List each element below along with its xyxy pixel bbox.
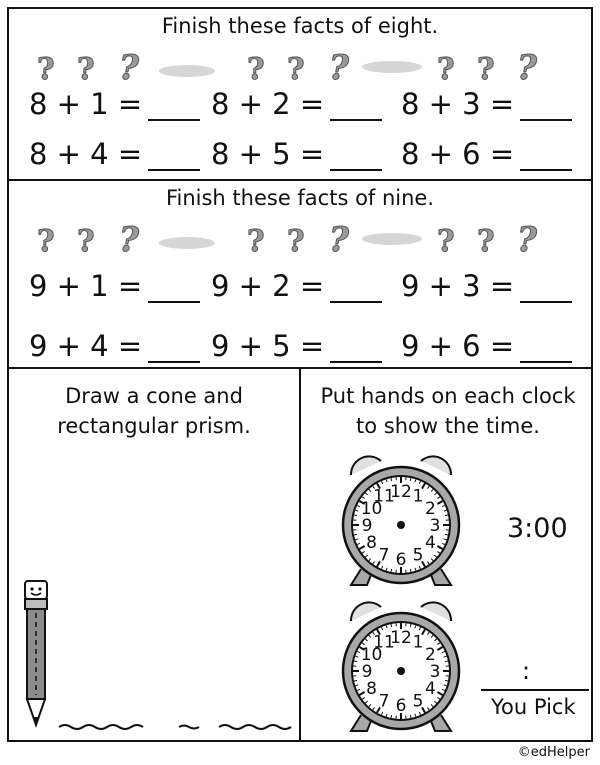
clock-number: 8	[366, 533, 377, 553]
fact-eight-1: 8 + 1 =	[29, 87, 200, 121]
svg-text:?: ?	[247, 52, 265, 85]
fact-nine-4: 9 + 4 =	[29, 329, 200, 363]
fact-nine-6: 9 + 6 =	[401, 329, 572, 363]
clock-number: 8	[366, 679, 377, 699]
svg-text:?: ?	[517, 49, 537, 85]
question-marks-icon	[37, 49, 557, 85]
clock-number: 11	[373, 486, 395, 507]
clock1-time: 3:00	[507, 513, 568, 544]
draw-instructions-line2: rectangular prism.	[57, 414, 251, 438]
panel-divider	[299, 369, 301, 740]
alarm-clock-icon[interactable]	[331, 597, 471, 737]
you-pick-label: You Pick	[491, 695, 576, 719]
clock-number: 2	[425, 499, 436, 519]
clock-instructions-line1: Put hands on each clock	[320, 384, 576, 408]
you-pick-answer-line[interactable]	[481, 689, 589, 691]
svg-text:?: ?	[477, 224, 495, 257]
clock-number: 3	[429, 662, 441, 682]
svg-text:?: ?	[37, 52, 55, 85]
svg-text:?: ?	[77, 224, 95, 257]
answer-blank[interactable]	[148, 277, 200, 303]
svg-text:?: ?	[437, 52, 455, 85]
worksheet	[7, 7, 593, 742]
svg-text:?: ?	[37, 224, 55, 257]
answer-blank[interactable]	[148, 337, 200, 363]
clock-number: 10	[360, 499, 383, 519]
svg-text:?: ?	[77, 52, 95, 85]
clock-number: 12	[390, 628, 412, 648]
svg-text:?: ?	[477, 52, 495, 85]
clock-number: 2	[425, 645, 436, 665]
answer-blank[interactable]	[520, 95, 572, 121]
answer-blank[interactable]	[330, 337, 382, 363]
clock-number: 9	[361, 516, 373, 536]
clock-number: 5	[412, 545, 424, 566]
clock-number: 1	[412, 486, 424, 507]
answer-blank[interactable]	[148, 145, 200, 171]
clock-number: 6	[395, 550, 407, 570]
bottom-section	[9, 369, 591, 740]
question-marks-icon	[37, 221, 557, 257]
clock-number: 3	[429, 516, 441, 536]
pencil-mascot-icon	[19, 569, 299, 739]
clock-number: 4	[425, 533, 436, 553]
section-nine-title: Finish these facts of nine.	[165, 186, 435, 210]
answer-blank[interactable]	[148, 95, 200, 121]
fact-eight-6: 8 + 6 =	[401, 137, 572, 171]
svg-text:?: ?	[517, 221, 537, 257]
clock-number: 4	[425, 679, 436, 699]
svg-text:?: ?	[329, 49, 349, 85]
section-eight-title: Finish these facts of eight.	[161, 14, 439, 38]
alarm-clock-icon[interactable]	[331, 451, 471, 591]
clock-number: 10	[360, 645, 383, 665]
draw-instructions	[19, 381, 289, 441]
clock-number: 11	[373, 632, 395, 653]
svg-text:?: ?	[247, 224, 265, 257]
clock2-time-colon: :	[522, 657, 531, 685]
answer-blank[interactable]	[330, 277, 382, 303]
svg-text:?: ?	[287, 52, 305, 85]
clock-number: 12	[390, 482, 412, 502]
section-eight	[9, 9, 591, 181]
svg-text:?: ?	[119, 49, 139, 85]
answer-blank[interactable]	[330, 95, 382, 121]
svg-text:?: ?	[329, 221, 349, 257]
fact-eight-3: 8 + 3 =	[401, 87, 572, 121]
answer-blank[interactable]	[520, 277, 572, 303]
clock-number: 1	[412, 632, 424, 653]
answer-blank[interactable]	[520, 145, 572, 171]
answer-blank[interactable]	[330, 145, 382, 171]
clock-number: 6	[395, 696, 407, 716]
fact-nine-2: 9 + 2 =	[211, 269, 382, 303]
answer-blank[interactable]	[520, 337, 572, 363]
fact-nine-5: 9 + 5 =	[211, 329, 382, 363]
fact-eight-4: 8 + 4 =	[29, 137, 200, 171]
clock-number: 7	[378, 545, 390, 566]
clock-number: 7	[378, 691, 390, 712]
clock-instructions-line2: to show the time.	[356, 414, 540, 438]
fact-eight-5: 8 + 5 =	[211, 137, 382, 171]
clock-number: 5	[412, 691, 424, 712]
draw-instructions-line1: Draw a cone and	[65, 384, 243, 408]
credit: ©edHelper	[517, 745, 590, 760]
clock-number: 9	[361, 662, 373, 682]
svg-text:?: ?	[119, 221, 139, 257]
svg-text:?: ?	[437, 224, 455, 257]
svg-text:?: ?	[287, 224, 305, 257]
fact-nine-3: 9 + 3 =	[401, 269, 572, 303]
fact-nine-1: 9 + 1 =	[29, 269, 200, 303]
section-nine	[9, 181, 591, 369]
fact-eight-2: 8 + 2 =	[211, 87, 382, 121]
clock-instructions	[305, 381, 591, 441]
